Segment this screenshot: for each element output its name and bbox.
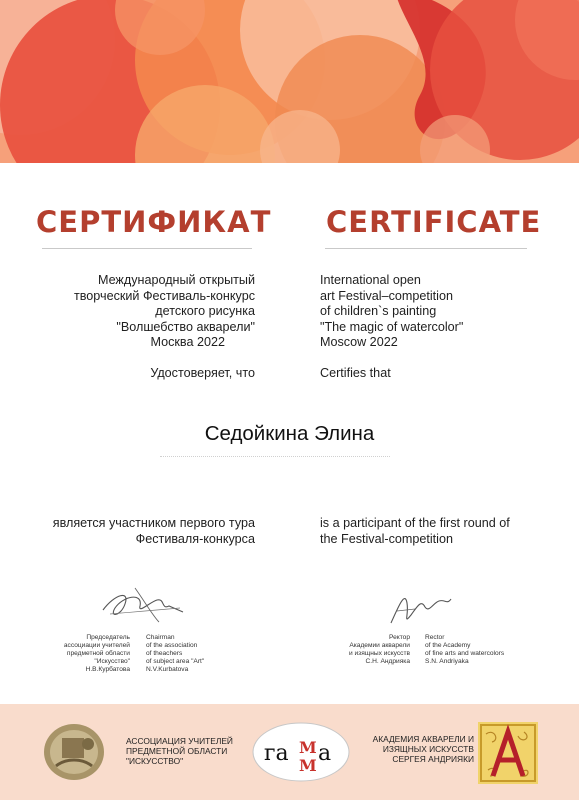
svg-text:а: а [318,741,332,766]
name-underline [160,456,390,458]
svg-text:М: М [299,756,317,775]
watercolor-banner [0,0,579,163]
association-line: ПРЕДМЕТНОЙ ОБЛАСТИ [126,746,228,756]
association-line: АССОЦИАЦИЯ УЧИТЕЛЕЙ [126,736,233,746]
chairman-line-ru: "Искусство" [94,658,130,665]
chairman-line-en: of subject area "Art" [146,658,205,665]
rector-line-ru: С.Н. Андрияка [365,658,410,665]
rector-line-ru: Академии акварели [349,642,410,649]
academy-name [368,734,474,764]
chairman-line-ru: предметной области [66,650,130,657]
certifies-ru [20,366,255,382]
participation-en [320,516,560,547]
chairman-line-ru: Н.В.Курбатова [85,666,130,673]
title-divider-ru [42,248,252,249]
chairman-line-en: of theachers [146,650,183,657]
festival-line-en: art Festival–competition [320,288,453,303]
festival-description-en [320,273,560,351]
chairman-line-en: N.V.Kurbatova [146,666,189,673]
festival-line-en: International open [320,273,421,287]
academy-line: АКАДЕМИЯ АКВАРЕЛИ И [372,734,474,744]
certifies-text-en: Certifies that [320,366,391,380]
gamma-logo [252,722,350,782]
participation-line-ru: Фестиваля-конкурса [135,531,255,546]
festival-line-ru: детского рисунка [155,304,255,318]
festival-line-ru: творческий Фестиваль-конкурс [73,288,255,303]
recipient-name: Седойкина Элина [204,422,375,445]
festival-line-ru: "Волшебство акварели" [116,319,255,334]
festival-line-en: of children`s painting [320,304,437,318]
association-name [126,736,233,766]
chairman-line-ru: Председатель [86,634,130,641]
participation-line-en: the Festival-competition [320,531,453,546]
festival-line-en: "The magic of watercolor" [320,319,464,334]
festival-line-en: Moscow 2022 [320,335,398,349]
academy-line: ИЗЯЩНЫХ ИСКУССТВ [382,744,474,754]
title-divider-en [325,248,527,249]
certifies-text-ru: Удостоверяет, что [150,366,255,380]
chairman-line-en: Chairman [146,634,175,641]
chairman-signature-image [95,582,190,627]
rector-line-en: S.N. Andriyaka [425,658,469,665]
rector-signature-image [385,585,455,630]
festival-line-ru: Москва 2022 [150,335,225,349]
chairman-line-ru: ассоциации учителей [63,642,130,649]
association-emblem-icon [42,722,106,782]
rector-caption-en [425,634,565,666]
association-line: "ИСКУССТВО" [126,756,184,766]
participation-line-ru: является участником первого тура [52,516,255,530]
chairman-caption-ru [20,634,130,674]
title-russian: СЕРТИФИКАТ [36,205,272,239]
rector-line-ru: Ректор [388,634,410,641]
certifies-en [320,366,560,382]
participation-line-en: is a participant of the first round of [320,516,510,530]
chairman-caption-en [146,634,256,674]
participation-ru [20,516,255,547]
academy-line: СЕРГЕЯ АНДРИЯКИ [392,754,474,764]
svg-text:га: га [264,741,289,766]
svg-text:М: М [299,738,317,757]
rector-line-en: of fine arts and watercolors [425,650,505,657]
festival-description-ru [20,273,255,351]
festival-line-ru: Международный открытый [97,273,255,287]
chairman-line-en: of the association [146,642,198,649]
title-english: CERTIFICATE [326,205,542,239]
rector-caption-ru [300,634,410,666]
rector-line-en: Rector [425,634,445,641]
academy-emblem-icon [478,722,538,784]
rector-line-en: of the Academy [425,642,471,649]
footer-band [0,704,579,800]
banner-circles [0,0,579,163]
rector-line-ru: и изящных искусств [348,650,410,657]
